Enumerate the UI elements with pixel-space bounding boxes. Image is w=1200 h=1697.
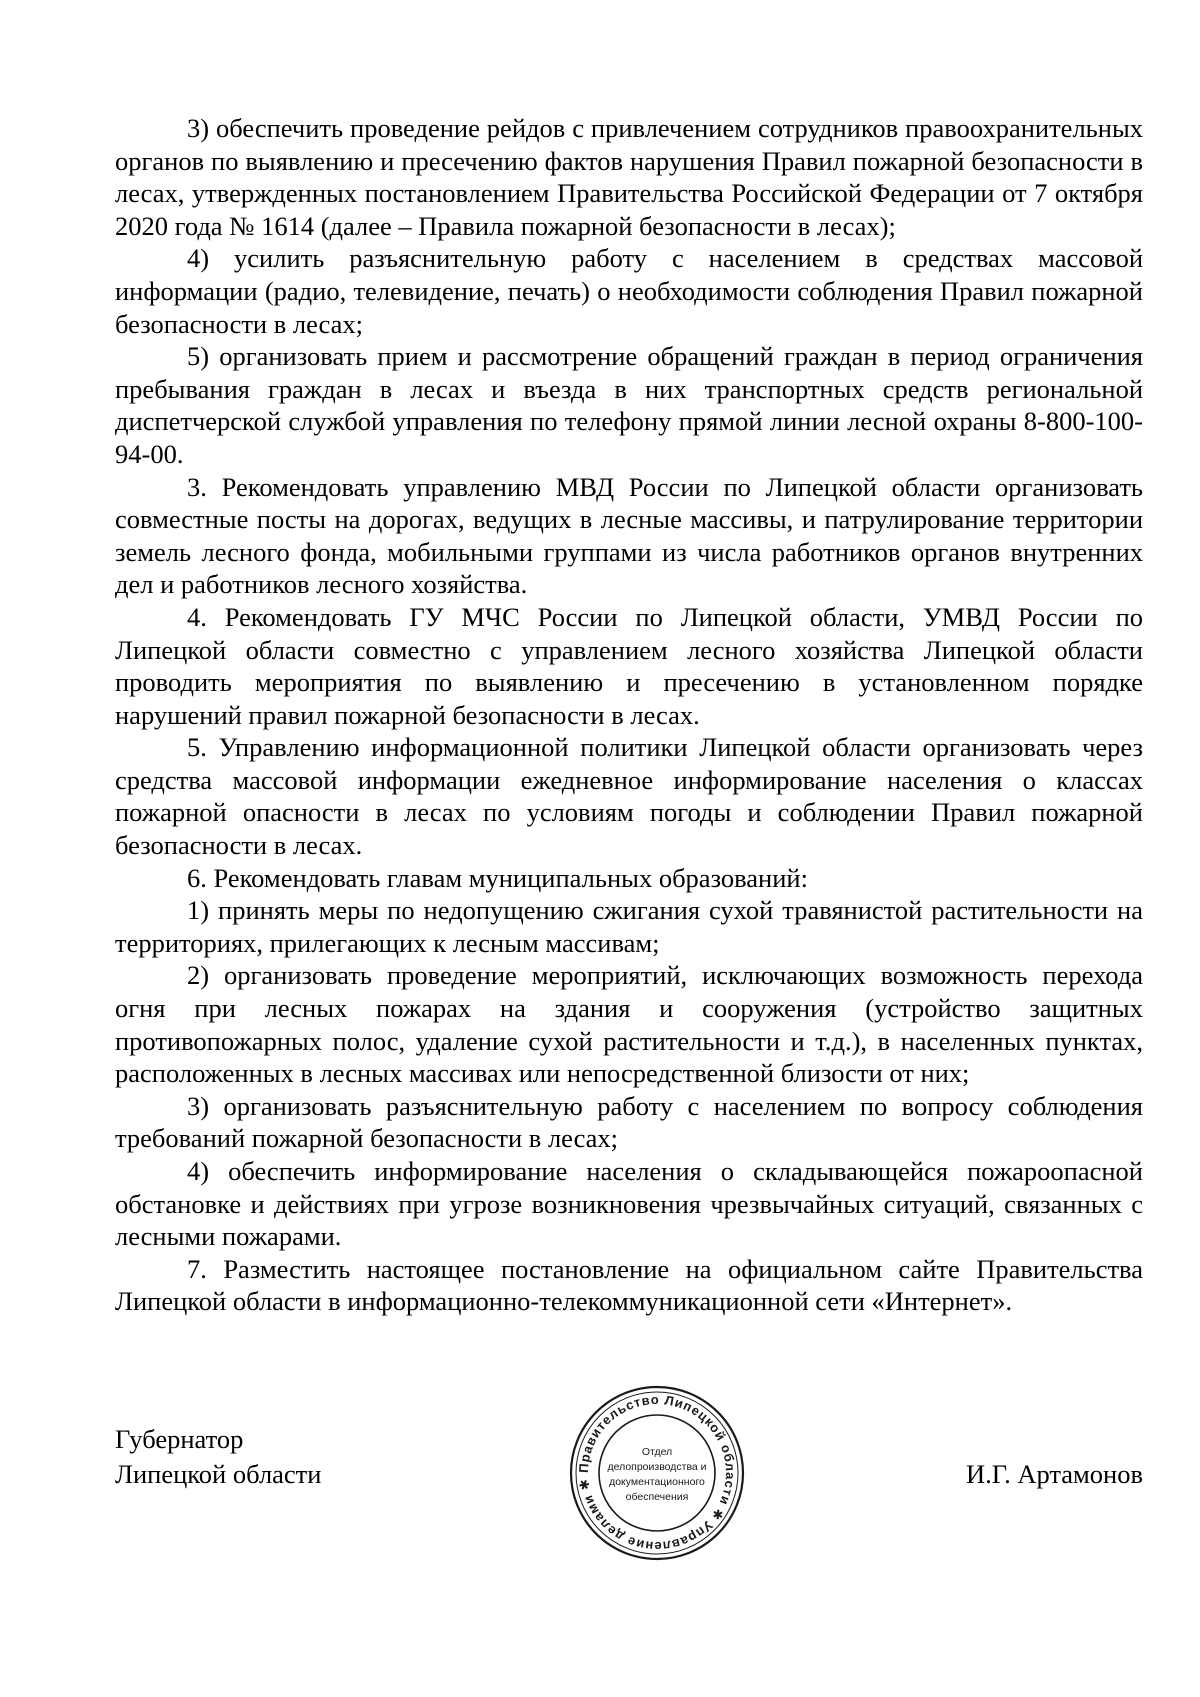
paragraph: 6. Рекомендовать главам муниципальных образований: <box>187 862 808 893</box>
seal-inner-line: обеспечения <box>625 1491 689 1503</box>
paragraph: 3) обеспечить проведение рейдов с привлечением сотрудников правоохранительных органов по выявлению и пресечению фактов нарушения Правил пожарной безопасности в лесах, утвержденных постановлением Правительства Российской Федерации от 7 октября 2020 года № 1614 (далее – Правила пожарной безопасности в лесах); <box>115 113 1143 241</box>
signer-position-line: Липецкой области <box>115 1459 322 1489</box>
paragraph: 5. Управлению информационной политики Липецкой области организовать через средства массовой информации ежедневное информирование населения о классах пожарной опасности в лесах по условиям погоды и соблюдении Правил пожарной безопасности в лесах. <box>115 732 1143 861</box>
paragraph: 3. Рекомендовать управлению МВД России по Липецкой области организовать совместные посты на дорогах, ведущих в лесные массивы, и патрулирование территории земель лесного фонда, мобильными группами из числа работников органов внутренних дел и работников лесного хозяйства. <box>115 471 1143 600</box>
seal-outer-ring <box>571 1387 743 1559</box>
signer-position-line: Губернатор <box>115 1424 244 1454</box>
seal-inner-line: документационного <box>609 1476 705 1488</box>
document-body <box>115 112 1143 1318</box>
seal-inner-line: делопроизводства и <box>607 1461 707 1473</box>
paragraph: 4. Рекомендовать ГУ МЧС России по Липецкой области, УМВД России по Липецкой области совместно с управлением лесного хозяйства Липецкой области проводить мероприятия по выявлению и пресечению в установленном порядке нарушений правил пожарной безопасности в лесах. <box>115 601 1143 730</box>
official-seal <box>569 1385 745 1561</box>
paragraph: 1) принять меры по недопущению сжигания сухой травянистой растительности на территориях, прилегающих к лесным массивам; <box>115 895 1143 958</box>
seal-inner-line: Отдел <box>641 1446 673 1458</box>
paragraph: 4) усилить разъяснительную работу с населением в средствах массовой информации (радио, телевидение, печать) о необходимости соблюдения Правил пожарной безопасности в лесах; <box>115 243 1143 339</box>
signer-name: И.Г. Артамонов <box>965 1459 1143 1489</box>
signer-position <box>115 1422 321 1492</box>
seal-graphic <box>569 1385 745 1561</box>
seal-outer-text: Правительство Липецкой области ✱ Управление делами ✱ <box>575 1391 739 1555</box>
paragraph: 4) обеспечить информирование населения о складывающейся пожароопасной обстановке и действиях при угрозе возникновения чрезвычайных ситуаций, связанных с лесными пожарами. <box>115 1156 1143 1252</box>
paragraph: 5) организовать прием и рассмотрение обращений граждан в период ограничения пребывания граждан в лесах и въезда в них транспортных средств региональной диспетчерской службой управления по телефону прямой линии лесной охраны 8-800-100-94-00. <box>115 341 1143 469</box>
paragraph: 2) организовать проведение мероприятий, исключающих возможность перехода огня при лесных пожарах на здания и сооружения (устройство защитных противопожарных полос, удаление сухой растительности и т.д.), в населенных пунктах, расположенных в лесных массивах или непосредственной близости от них; <box>115 960 1143 1089</box>
paragraph: 7. Разместить настоящее постановление на официальном сайте Правительства Липецкой области в информационно-телекоммуникационной сети «Интернет». <box>115 1253 1143 1317</box>
paragraph: 3) организовать разъяснительную работу с населением по вопросу соблюдения требований пожарной безопасности в лесах; <box>115 1090 1143 1154</box>
seal-inner-ring <box>599 1415 715 1531</box>
